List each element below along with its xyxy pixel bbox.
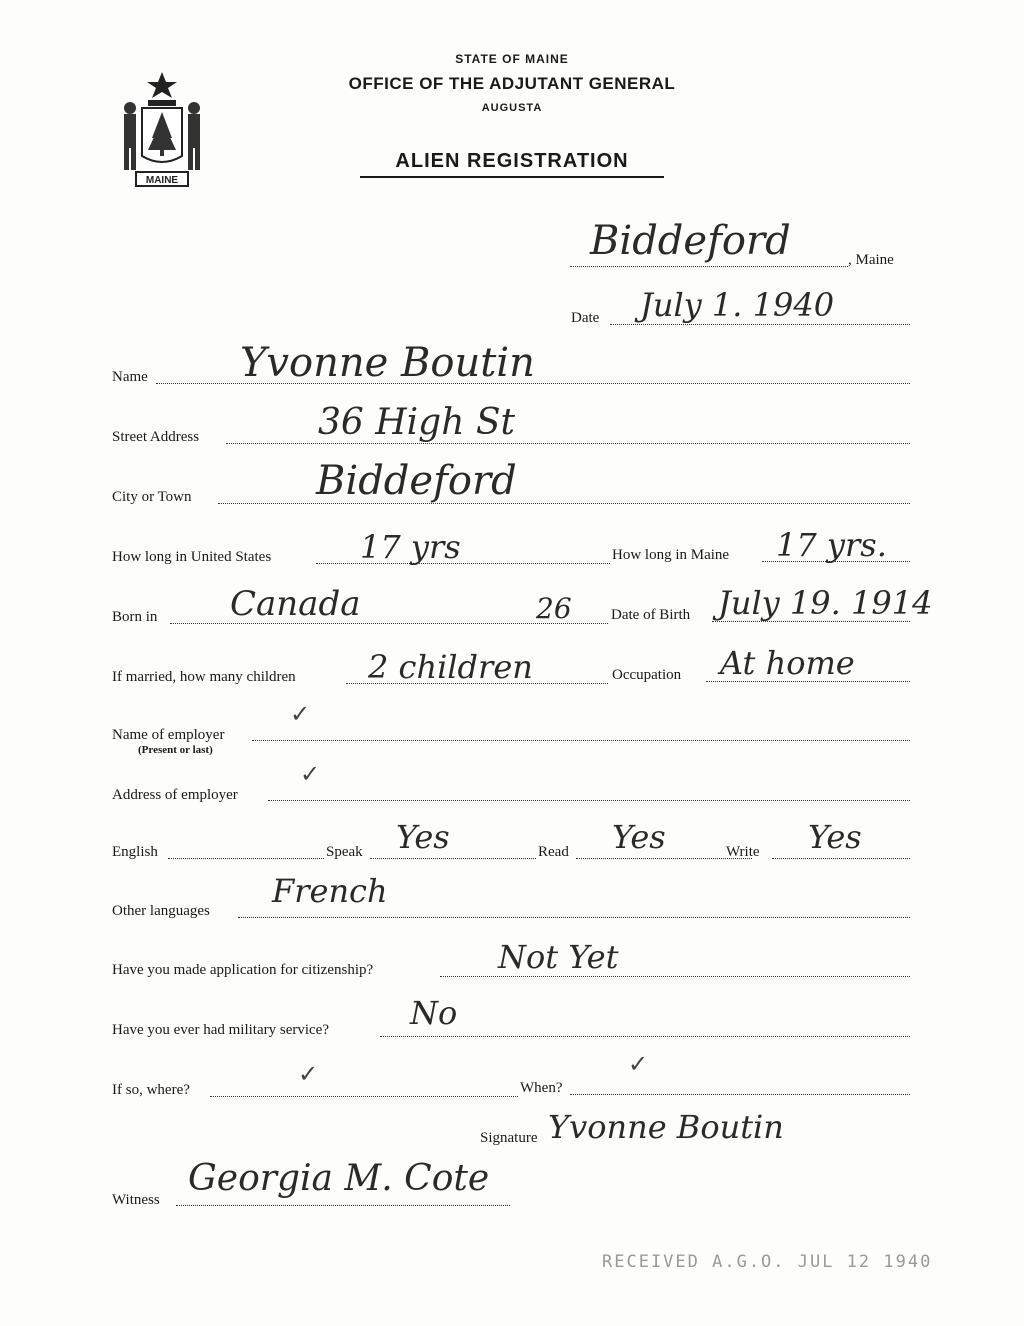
dob-value: July 19. 1914 [718,584,933,622]
signature-value: Yvonne Boutin [548,1108,784,1146]
when-checkmark-icon: ✓ [628,1050,649,1078]
witness-line [176,1205,510,1206]
citizenship-value: Not Yet [498,938,619,976]
born-label: Born in [112,609,158,625]
other-languages-label: Other languages [112,903,210,919]
employer-checkmark-icon: ✓ [290,700,311,728]
name-label: Name [112,369,148,385]
where-line [210,1096,518,1097]
date-label: Date [571,310,600,326]
employer-line [252,740,910,741]
signature-label: Signature [480,1130,538,1146]
years-maine-value: 17 yrs. [776,526,887,564]
speak-value: Yes [396,818,450,856]
seal-text: MAINE [145,175,179,186]
speak-label: Speak [326,844,363,860]
employer-address-line [268,800,910,801]
years-us-label: How long in United States [112,549,272,565]
military-label: Have you ever had military service? [112,1022,329,1038]
employer-label: Name of employer [112,727,225,743]
english-line [168,858,324,859]
date-line [610,324,910,325]
speak-line [370,858,536,859]
when-label: When? [520,1080,563,1096]
form-title: ALIEN REGISTRATION [360,150,664,178]
street-value: 36 High St [318,402,515,443]
town-value: Biddeford [590,218,791,264]
header-office: OFFICE OF THE ADJUTANT GENERAL [348,74,676,93]
children-label: If married, how many children [112,669,296,685]
military-line [380,1036,910,1037]
employer-address-checkmark-icon: ✓ [300,760,321,788]
occupation-label: Occupation [612,667,682,683]
street-label: Street Address [112,429,200,445]
header-state: STATE OF MAINE [455,52,569,66]
street-line [226,443,910,444]
english-label: English [112,844,158,860]
city-label: City or Town [112,489,192,505]
dob-label: Date of Birth [611,607,691,623]
read-value: Yes [612,818,666,856]
witness-label: Witness [112,1192,160,1208]
employer-address-label: Address of employer [112,787,238,803]
born-value: Canada [230,584,361,624]
witness-value: Georgia M. Cote [188,1158,490,1199]
years-us-value: 17 yrs [360,528,461,566]
occupation-value: At home [720,644,855,682]
other-languages-line [238,917,910,918]
children-value: 2 children [368,648,533,686]
where-checkmark-icon: ✓ [298,1060,319,1088]
town-suffix: , Maine [848,252,894,268]
write-line [772,858,910,859]
town-line [570,266,848,267]
where-label: If so, where? [112,1082,190,1098]
military-value: No [410,994,458,1032]
years-maine-label: How long in Maine [612,547,730,563]
date-value: July 1. 1940 [640,286,835,324]
other-languages-value: French [272,872,388,910]
when-line [570,1094,910,1095]
header-city: AUGUSTA [481,102,543,114]
maine-state-seal-icon [112,68,212,192]
citizenship-line [440,976,910,977]
employer-sublabel: (Present or last) [138,744,213,756]
city-value: Biddeford [316,458,517,504]
write-label: Write [726,844,760,860]
age-value: 26 [536,592,572,625]
citizenship-label: Have you made application for citizenship? [112,962,374,978]
read-label: Read [538,844,569,860]
write-value: Yes [808,818,862,856]
name-value: Yvonne Boutin [240,340,535,386]
received-stamp: RECEIVED A.G.O. JUL 12 1940 [602,1252,933,1272]
